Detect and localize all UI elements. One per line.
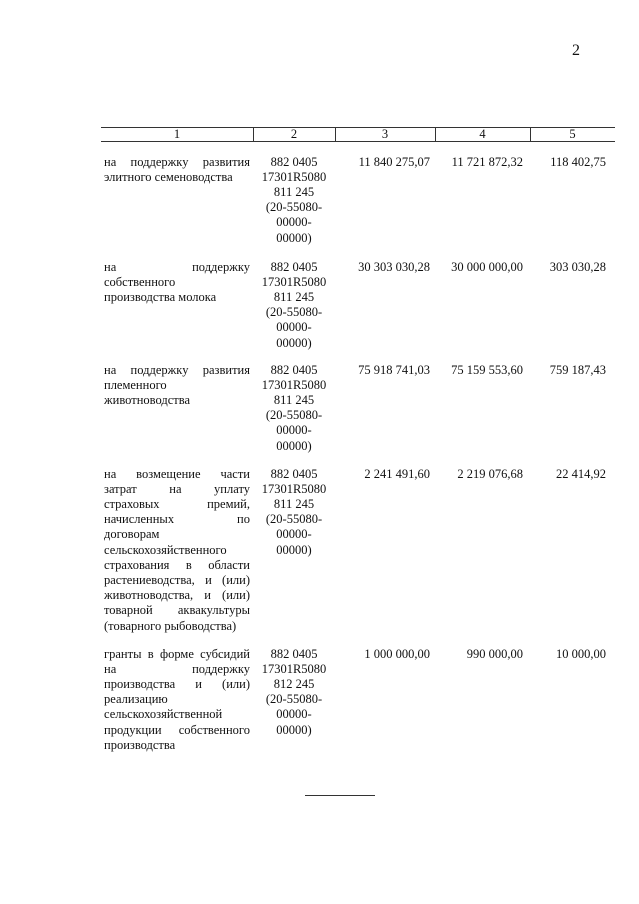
header-col-3: 3 (381, 127, 389, 141)
description-line: страхования в области (104, 557, 250, 572)
budget-code-line: 17301R5080 (261, 274, 327, 289)
row-budget-code (253, 363, 335, 454)
budget-code-line: 17301R5080 (261, 481, 327, 496)
budget-code-line: 00000- (276, 320, 312, 335)
row-description (104, 155, 250, 185)
description-line: на поддержку (104, 661, 250, 676)
page-number: 2 (572, 42, 580, 59)
row-budget-code (253, 260, 335, 351)
description-line: собственного (104, 274, 176, 289)
description-line: сельскохозяйственной (104, 707, 223, 722)
row-amount-col5: 118 402,75 (550, 154, 606, 169)
description-line: на возмещение части (104, 466, 250, 481)
row-budget-code (253, 467, 335, 558)
description-line: животноводства (104, 392, 190, 407)
description-line: элитного семеноводства (104, 169, 233, 184)
end-rule (305, 795, 375, 796)
budget-code-line: 00000- (276, 707, 312, 722)
budget-code-line: (20-55080- (265, 512, 323, 527)
row-amount-col4: 75 159 553,60 (451, 362, 523, 377)
header-bottom-rule (101, 141, 615, 142)
budget-code-line: (20-55080- (265, 692, 323, 707)
budget-code-line: 882 0405 (270, 154, 318, 169)
row-amount-col5: 303 030,28 (549, 259, 606, 274)
row-amount-col3: 75 918 741,03 (358, 362, 430, 377)
description-line: затрат на уплату (104, 481, 250, 496)
budget-code-line: 17301R5080 (261, 169, 327, 184)
budget-code-line: 811 245 (273, 289, 315, 304)
row-amount-col3: 2 241 491,60 (364, 466, 430, 481)
description-line: производства и (или) (104, 676, 250, 691)
budget-code-line: 00000) (276, 230, 312, 245)
row-amount-col4: 990 000,00 (466, 646, 523, 661)
budget-code-line: (20-55080- (265, 408, 323, 423)
budget-code-line: 811 245 (273, 392, 315, 407)
row-amount-col5: 10 000,00 (556, 646, 606, 661)
budget-code-line: 882 0405 (270, 466, 318, 481)
row-amount-col3: 30 303 030,28 (358, 259, 430, 274)
budget-code-line: (20-55080- (265, 200, 323, 215)
budget-code-line: 812 245 (273, 676, 315, 691)
description-line: реализацию (104, 692, 168, 707)
row-amount-col5: 22 414,92 (556, 466, 606, 481)
row-amount-col4: 30 000 000,00 (451, 259, 523, 274)
description-line: на поддержку развития (104, 154, 250, 169)
row-amount-col3: 1 000 000,00 (364, 646, 430, 661)
header-col-5: 5 (569, 127, 576, 141)
description-line: товарной аквакультуры (104, 603, 250, 618)
budget-code-line: 00000) (276, 542, 312, 557)
description-line: производства молока (104, 289, 217, 304)
description-line: продукции собственного (104, 722, 250, 737)
description-line: производства (104, 737, 176, 752)
row-amount-col3: 11 840 275,07 (358, 154, 430, 169)
row-amount-col4: 2 219 076,68 (457, 466, 523, 481)
row-description (104, 260, 250, 306)
header-col-2: 2 (290, 127, 298, 141)
budget-code-line: 00000) (276, 722, 312, 737)
description-line: договорам (104, 527, 160, 542)
description-line: сельскохозяйственного (104, 542, 227, 557)
budget-code-line: 17301R5080 (261, 661, 327, 676)
budget-code-line: 00000) (276, 438, 312, 453)
description-line: страховых премий, (104, 496, 250, 511)
budget-code-line: 17301R5080 (261, 377, 327, 392)
description-line: начисленных по (104, 512, 250, 527)
description-line: (товарного рыбоводства) (104, 618, 237, 633)
description-line: животноводства, и (или) (104, 588, 250, 603)
budget-code-line: 811 245 (273, 496, 315, 511)
row-budget-code (253, 647, 335, 738)
header-col-1: 1 (173, 127, 181, 141)
description-line: гранты в форме субсидий (104, 646, 250, 661)
budget-code-line: 882 0405 (270, 362, 318, 377)
row-description (104, 647, 250, 753)
budget-code-line: 00000- (276, 527, 312, 542)
budget-code-line: 811 245 (273, 184, 315, 199)
budget-code-line: 00000) (276, 335, 312, 350)
row-budget-code (253, 155, 335, 246)
budget-code-line: 882 0405 (270, 259, 318, 274)
budget-code-line: (20-55080- (265, 305, 323, 320)
header-col-4: 4 (479, 127, 486, 141)
budget-code-line: 00000- (276, 423, 312, 438)
row-amount-col5: 759 187,43 (549, 362, 606, 377)
description-line: на поддержку развития (104, 362, 250, 377)
description-line: племенного (104, 377, 167, 392)
budget-code-line: 00000- (276, 215, 312, 230)
row-description (104, 363, 250, 409)
row-amount-col4: 11 721 872,32 (451, 154, 523, 169)
description-line: на поддержку (104, 259, 250, 274)
row-description (104, 467, 250, 634)
description-line: растениеводства, и (или) (104, 572, 250, 587)
budget-code-line: 882 0405 (270, 646, 318, 661)
